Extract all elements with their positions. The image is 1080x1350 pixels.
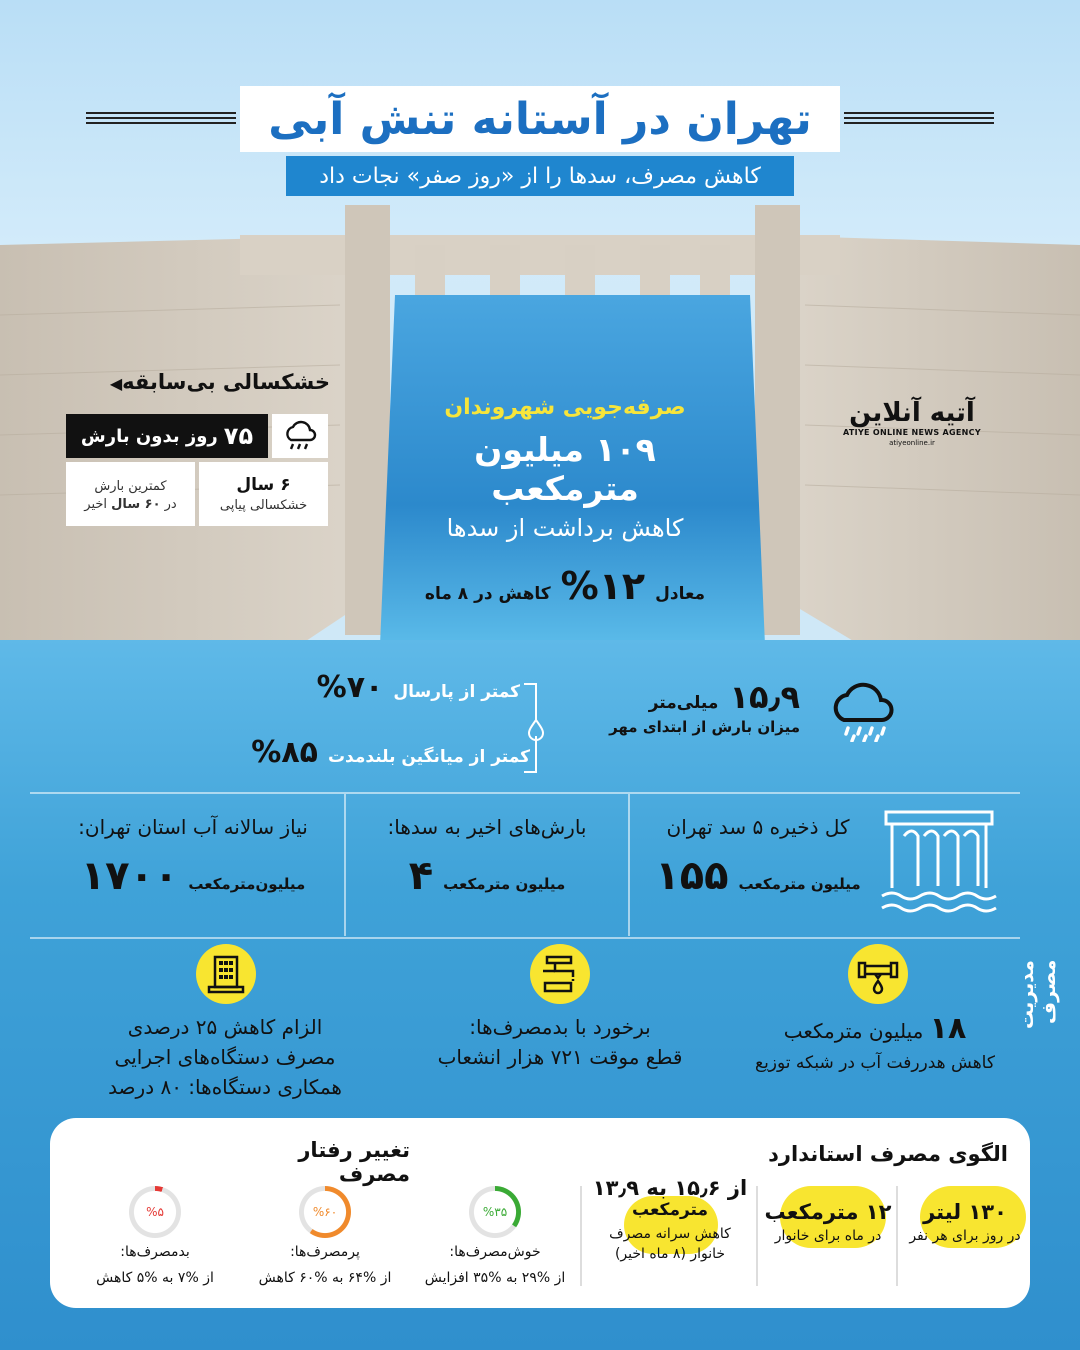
standard-per-family <box>760 1200 896 1244</box>
behavior-title: تغییر رفتار مصرف <box>298 1138 410 1186</box>
standard-per-person <box>900 1200 1030 1244</box>
cloud-rain-icon <box>826 676 900 746</box>
dam-icon <box>880 808 998 918</box>
per-person-label: در روز برای هر نفر <box>909 1228 1021 1244</box>
losses-caption: کاهش هدررفت آب در شبکه توزیع <box>755 1053 995 1073</box>
compare-1-value: %۷۰ <box>316 670 384 705</box>
rainfall-unit: میلی‌متر <box>648 693 719 713</box>
compare-2-value: %۸۵ <box>251 735 318 770</box>
years-label: خشکسالی پیاپی <box>219 498 308 513</box>
bad-consumers <box>70 1186 240 1286</box>
per-person-value: ۱۳۰ لیتر <box>923 1200 1007 1224</box>
rainfall-since-mehr <box>590 678 800 736</box>
savings-heading: صرفه‌جویی شهروندان <box>444 395 686 420</box>
stat-unit: میلیون‌مترمکعب <box>188 875 306 893</box>
group-label: بدمصرف‌ها: <box>120 1244 190 1260</box>
divider <box>30 792 1020 794</box>
savings-amount: ۱۰۹ میلیون مترمکعب <box>474 430 656 508</box>
caret-left-icon: ◀ <box>109 374 123 393</box>
ring-value: %۶۰ <box>312 1205 338 1219</box>
savings-block <box>400 395 730 608</box>
least-rain-value: ۶۰ سال <box>111 497 161 512</box>
logo-url: atiyeonline.ir <box>889 439 935 447</box>
stat-unit: میلیون مترمکعب <box>443 875 566 893</box>
household-unit: مترمکعب <box>631 1200 709 1220</box>
title-banner <box>240 86 840 152</box>
ring-value: %۵ <box>146 1205 164 1219</box>
title-decor-lines-right <box>844 112 994 126</box>
stat-value: ۱۵۵ <box>655 853 729 899</box>
drought-grid <box>66 414 328 526</box>
management-item-violators <box>410 1012 710 1072</box>
logo-agency-name: ATIYE ONLINE NEWS AGENCY <box>843 428 981 437</box>
leaking-pipe-icon <box>848 944 908 1004</box>
household-period: خانوار (۸ ماه اخیر) <box>614 1246 726 1262</box>
equal-prefix: معادل <box>655 584 706 604</box>
per-family-value: ۱۲ مترمکعب <box>764 1200 892 1224</box>
days-without-rain <box>66 414 268 458</box>
days-label: روز بدون بارش <box>80 425 218 447</box>
group-change: از %۶۴ به %۶۰ کاهش <box>258 1270 392 1286</box>
days-value: ۷۵ <box>223 422 254 450</box>
stat-label: نیاز سالانه آب استان تهران: <box>78 815 308 839</box>
losses-unit: میلیون مترمکعب <box>783 1019 924 1043</box>
least-rain-prefix: در <box>164 497 177 512</box>
divider <box>580 1186 582 1286</box>
divider <box>344 794 346 936</box>
per-family-label: در ماه برای خانوار <box>774 1228 882 1244</box>
savings-percent-line <box>400 564 730 608</box>
ring-value: %۳۵ <box>482 1205 508 1219</box>
building-icon <box>196 944 256 1004</box>
stat-label: بارش‌های اخیر به سدها: <box>387 815 587 839</box>
compare-last-year <box>200 670 520 705</box>
divider <box>30 937 1020 939</box>
management-side-label: مدیریت مصرف <box>1016 960 1060 1029</box>
least-rain-period <box>84 497 176 512</box>
agencies-line-3: همکاری دستگاه‌ها: ۸۰ درصد <box>108 1075 342 1099</box>
violators-label: برخورد با بدمصرف‌ها: <box>469 1015 651 1039</box>
savings-caption: کاهش برداشت از سدها <box>446 514 684 542</box>
group-change: از %۷ به %۵ کاهش <box>96 1270 214 1286</box>
losses-value: ۱۸ <box>929 1011 967 1046</box>
faucet-icon <box>530 944 590 1004</box>
stat-annual-need <box>50 815 336 899</box>
divider <box>628 794 630 936</box>
compare-1-label: کمتر از پارسال <box>393 682 520 702</box>
subtitle-banner <box>286 156 794 196</box>
stat-value: ۴ <box>408 853 434 899</box>
standard-title: الگوی مصرف استاندارد <box>768 1142 1008 1166</box>
stat-unit: میلیون مترمکعب <box>738 875 861 893</box>
stat-recent-rain <box>354 815 620 899</box>
cloud-rain-icon <box>272 414 328 458</box>
divider <box>896 1186 898 1286</box>
agency-logo <box>836 398 988 447</box>
logo-mark: آتیه آنلاین <box>849 398 975 428</box>
stat-label: کل ذخیره ۵ سد تهران <box>666 815 850 839</box>
group-change: از %۲۹ به %۳۵ افزایش <box>424 1270 566 1286</box>
good-consumers <box>410 1186 580 1286</box>
least-rain-suffix: اخیر <box>84 497 108 512</box>
rainfall-caption: میزان بارش از ابتدای مهر <box>609 718 800 736</box>
progress-ring <box>129 1186 181 1238</box>
violators-value: قطع موقت ۷۲۱ هزار انشعاب <box>437 1045 683 1069</box>
drought-heading <box>60 370 330 394</box>
management-item-losses <box>740 1006 1010 1077</box>
household-label: کاهش سرانه مصرف <box>609 1226 731 1242</box>
equal-suffix: کاهش در ۸ ماه <box>424 584 551 604</box>
drought-heading-text: خشکسالی بی‌سابقه <box>122 370 330 394</box>
management-item-agencies <box>70 1012 380 1102</box>
stat-total-storage <box>640 815 876 899</box>
consecutive-drought-years <box>199 462 328 526</box>
progress-ring <box>469 1186 521 1238</box>
household-value: از ۱۵٫۶ به ۱۳٫۹ <box>592 1176 748 1200</box>
divider <box>756 1186 758 1286</box>
group-label: خوش‌مصرف‌ها: <box>449 1244 541 1260</box>
rainfall-value: ۱۵٫۹ <box>729 678 800 716</box>
agencies-line-2: مصرف دستگاه‌های اجرایی <box>114 1045 336 1069</box>
agencies-line-1: الزام کاهش ۲۵ درصدی <box>127 1015 323 1039</box>
least-rainfall <box>66 462 195 526</box>
group-label: پرمصرف‌ها: <box>290 1244 360 1260</box>
compare-2-label: کمتر از میانگین بلندمدت <box>327 747 530 767</box>
progress-ring <box>299 1186 351 1238</box>
household-reduction <box>590 1176 750 1262</box>
compare-long-term <box>210 735 530 770</box>
stat-value: ۱۷۰۰ <box>80 853 179 899</box>
least-rain-label: کمترین بارش <box>94 479 167 494</box>
years-value: ۶ سال <box>236 475 291 495</box>
page-title: تهران در آستانه تنش آبی <box>268 93 812 145</box>
savings-percent: %۱۲ <box>560 564 646 608</box>
title-decor-lines-left <box>86 112 236 126</box>
page-subtitle: کاهش مصرف، سدها را از «روز صفر» نجات داد <box>319 163 761 189</box>
high-consumers <box>240 1186 410 1286</box>
